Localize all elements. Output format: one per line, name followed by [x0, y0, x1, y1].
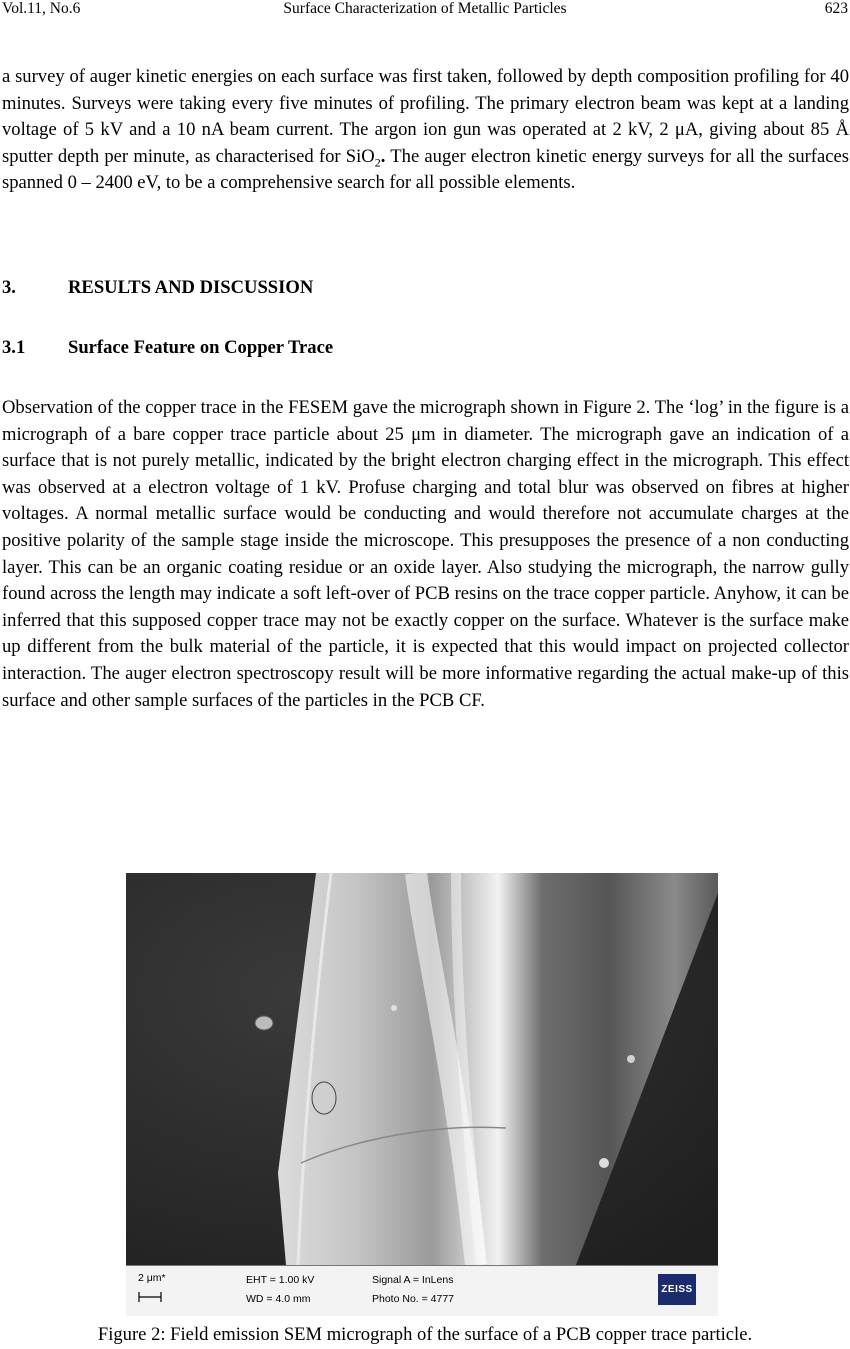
wd-value: WD = 4.0 mm: [246, 1293, 311, 1305]
signal-value: Signal A = InLens: [372, 1274, 454, 1286]
page-number: 623: [824, 0, 848, 17]
section-heading-3: [2, 277, 313, 299]
journal-issue: Vol.11, No.6: [2, 0, 81, 17]
subscript-2: 2: [374, 155, 381, 170]
sem-micrograph-image: [126, 873, 718, 1265]
scale-bar-label: 2 μm*: [138, 1272, 166, 1284]
photo-number: Photo No. = 4777: [372, 1293, 455, 1305]
running-header: [2, 0, 848, 24]
section-title: RESULTS AND DISCUSSION: [68, 277, 314, 298]
running-title: Surface Characterization of Metallic Particles: [283, 0, 567, 17]
paragraph-methods-end: The auger electron kinetic energy surveys for all the surfaces spanned 0 – 2400 eV, to be a comprehensive search for all possible elements.: [2, 145, 849, 194]
subsection-title: Surface Feature on Copper Trace: [68, 337, 334, 358]
eht-value: EHT = 1.00 kV: [246, 1274, 315, 1286]
zeiss-logo: ZEISS: [658, 1274, 696, 1305]
paragraph-methods-text: a survey of auger kinetic energies on each surface was first taken, followed by depth composition profiling for 40 minutes. Surveys were taking every five minutes of profiling. The primary electron beam was kept at a landing voltage of 5 kV and a 10 nA beam current. The argon ion gun was operated at 2 kV, 2 μA, giving about 85 Å sputter depth per minute, as characterised for SiO: [2, 66, 849, 167]
section-number: 3.: [2, 277, 16, 298]
bold-period: .: [380, 145, 386, 167]
subsection-number: 3.1: [2, 337, 26, 358]
sem-info-bar: [126, 1265, 718, 1316]
section-heading-3-1: [2, 337, 333, 359]
paragraph-results: Observation of the copper trace in the FESEM gave the micrograph shown in Figure 2. The ‘log’ in the figure is a micrograph of a bare copper trace particle about 25 μm in diameter. The micrograph gave an indication of a surface that is not purely metallic, indicated by the bright electron charging effect in the micrograph. This effect was observed at a electron voltage of 1 kV. Profuse charging and total blur was observed on fibres at higher voltages. A normal metallic surface would be conducting and would therefore not accumulate charges at the positive polarity of the sample stage inside the microscope. This presupposes the presence of a non conducting layer. This can be an organic coating residue or an oxide layer. Also studying the micrograph, the narrow gully found across the length may indicate a soft left-over of PCB resins on the trace copper particle. Anyhow, it can be inferred that this supposed copper trace may not be exactly copper on the surface. Whatever is the surface make up different from the bulk material of the particle, it is expected that this would impact on projected collector interaction. The auger electron spectroscopy result will be more informative regarding the actual make-up of this surface and other sample surfaces of the particles in the PCB CF.: [2, 397, 849, 711]
paragraph-methods: [2, 64, 849, 197]
figure-caption: Figure 2: Field emission SEM micrograph of the surface of a PCB copper trace particle.: [97, 1324, 753, 1345]
sem-micrograph-figure: [126, 873, 718, 1316]
scale-bar-icon: [138, 1292, 162, 1302]
